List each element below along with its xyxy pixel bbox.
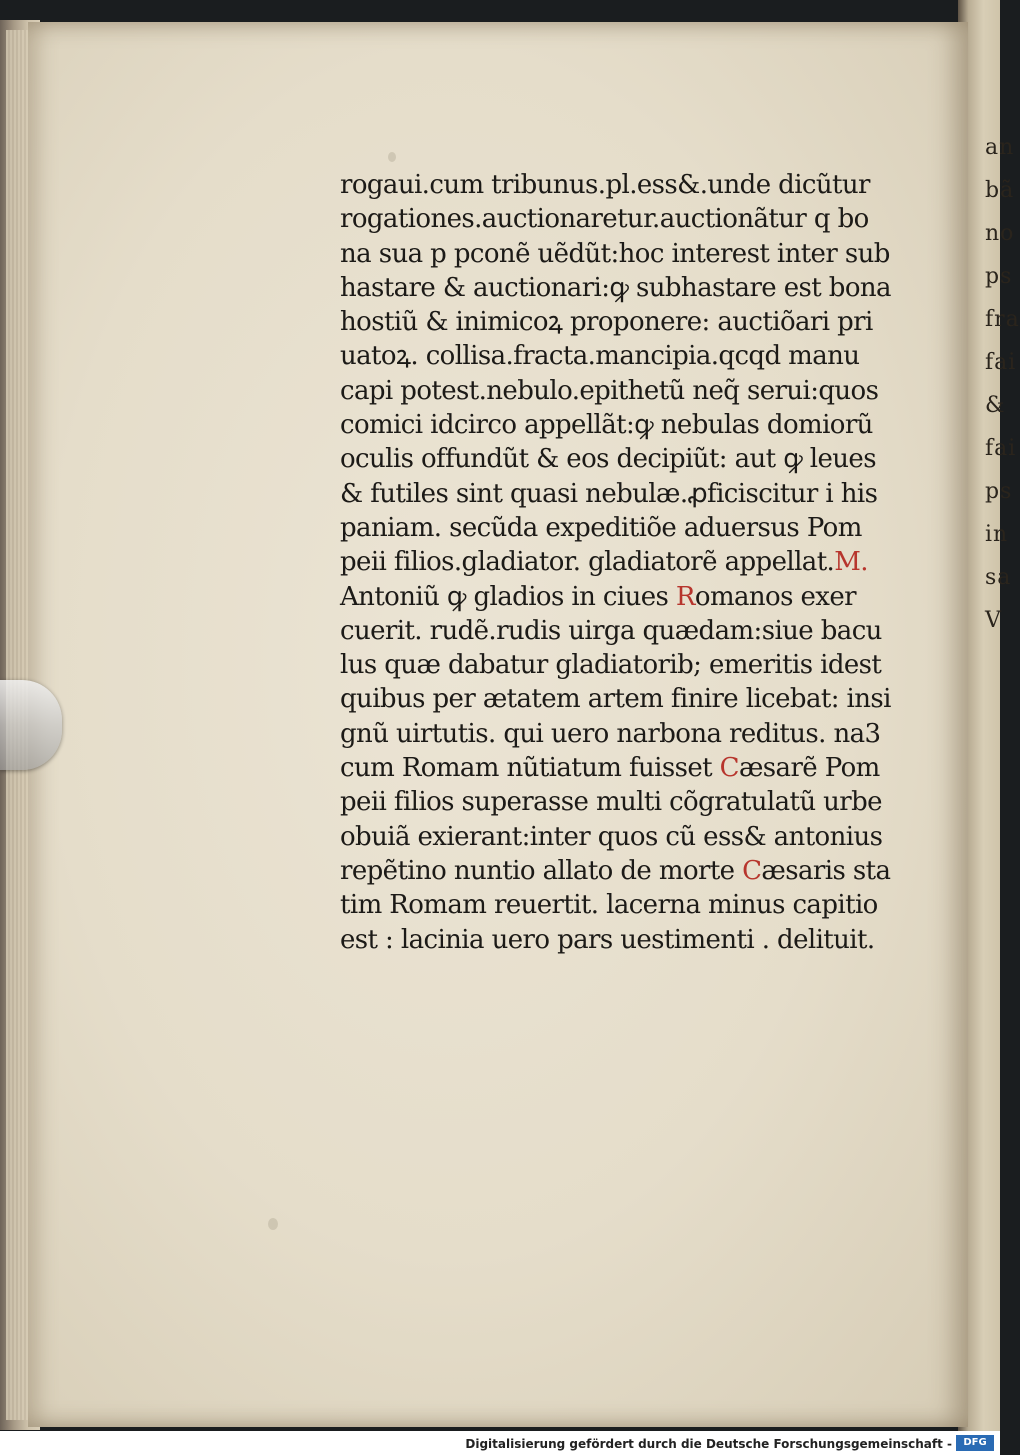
text-segment: hostiũ & inimicoꝝ proponere: auctiõari pri bbox=[340, 307, 873, 338]
text-line bbox=[340, 545, 900, 579]
text-line bbox=[340, 820, 900, 854]
right-page-fragment: fai bbox=[985, 350, 1017, 375]
text-segment: & futiles sint quasi nebulæ.ꝓficiscitur i his bbox=[340, 478, 878, 509]
dfg-logo-icon: DFG bbox=[956, 1435, 994, 1451]
text-segment: lus quæ dabatur gladiatorib; emeritis idest bbox=[340, 650, 882, 681]
right-page-fragment: ps bbox=[985, 264, 1013, 289]
text-segment: æsaris sta bbox=[761, 855, 891, 886]
text-line bbox=[340, 682, 900, 716]
text-line bbox=[340, 237, 900, 271]
text-line bbox=[340, 854, 900, 888]
text-segment: omanos exer bbox=[694, 581, 856, 612]
rubric-initial: C bbox=[742, 855, 762, 886]
footer-credit: Digitalisierung gefördert durch die Deutsche Forschungsgemeinschaft - bbox=[465, 1437, 952, 1451]
text-line bbox=[340, 717, 900, 751]
right-page-fragment: fai bbox=[985, 436, 1017, 461]
text-line bbox=[340, 511, 900, 545]
right-page-fragment: ps bbox=[985, 479, 1013, 504]
footer-strip bbox=[0, 1431, 1000, 1455]
text-segment: rogationes.auctionaretur.auctionãtur q bo bbox=[340, 204, 869, 235]
text-segment: hastare & auctionari:ꝙ subhastare est bona bbox=[340, 272, 891, 303]
right-page-fragment: sa bbox=[985, 565, 1012, 590]
right-page-fragment: no bbox=[985, 221, 1015, 246]
text-segment: tim Romam reuertit. lacerna minus capitio bbox=[340, 890, 878, 921]
text-line bbox=[340, 202, 900, 236]
right-page-fragment: an bbox=[985, 135, 1015, 160]
text-segment: obuiã exierant:inter quos cũ ess& antonius bbox=[340, 821, 883, 852]
text-segment: comici idcirco appellãt:ꝙ nebulas domiorũ bbox=[340, 410, 873, 441]
text-segment: oculis offundũt & eos decipiũt: aut ꝙ leues bbox=[340, 444, 876, 475]
text-segment: est : lacinia uero pars uestimenti . delituit. bbox=[340, 924, 875, 955]
rubric-initial: M. bbox=[834, 547, 868, 578]
text-line bbox=[340, 374, 900, 408]
text-segment: Antoniũ ꝙ gladios in ciues bbox=[340, 581, 676, 612]
text-line bbox=[340, 442, 900, 476]
text-segment: quibus per ætatem artem finire licebat: insi bbox=[340, 684, 891, 715]
text-line bbox=[340, 580, 900, 614]
text-line bbox=[340, 408, 900, 442]
right-page-fragment: in bbox=[985, 522, 1009, 547]
text-line bbox=[340, 271, 900, 305]
text-segment: uatoꝝ. collisa.fracta.mancipia.qcqd manu bbox=[340, 341, 860, 372]
right-page-fragment: fra bbox=[985, 307, 1020, 332]
right-page-fragment: bã bbox=[985, 178, 1015, 203]
text-segment: capi potest.nebulo.epithetũ neq̃ serui:quos bbox=[340, 375, 879, 406]
text-line bbox=[340, 751, 900, 785]
text-segment: gnũ uirtutis. qui uero narbona reditus. na3 bbox=[340, 718, 881, 749]
text-line bbox=[340, 923, 900, 957]
text-block bbox=[340, 168, 900, 957]
text-line bbox=[340, 305, 900, 339]
text-line bbox=[340, 648, 900, 682]
text-line bbox=[340, 477, 900, 511]
text-line bbox=[340, 785, 900, 819]
text-segment: peii filios.gladiator. gladiatorẽ appellat. bbox=[340, 547, 835, 578]
text-segment: na sua p pconẽ uẽdũt:hoc interest inter sub bbox=[340, 238, 890, 269]
text-segment: peii filios superasse multi cõgratulatũ urbe bbox=[340, 787, 882, 818]
text-segment: paniam. secũda expeditiõe aduersus Pom bbox=[340, 512, 862, 543]
text-segment: repẽtino nuntio allato de morte bbox=[340, 855, 743, 886]
text-segment: cuerit. rudẽ.rudis uirga quædam:siue bacu bbox=[340, 615, 882, 646]
text-segment: cum Romam nũtiatum fuisset bbox=[340, 753, 720, 784]
text-line bbox=[340, 614, 900, 648]
text-segment: æsarẽ Pom bbox=[738, 753, 880, 784]
paper-spot bbox=[268, 1218, 278, 1230]
text-line bbox=[340, 888, 900, 922]
text-line bbox=[340, 339, 900, 373]
text-line bbox=[340, 168, 900, 202]
right-page-fragment: & bbox=[985, 393, 1006, 418]
right-page-fragment: V bbox=[985, 608, 1002, 633]
text-segment: rogaui.cum tribunus.pl.ess&.unde dicũtur bbox=[340, 170, 870, 200]
paper-spot bbox=[388, 152, 396, 162]
rubric-initial: C bbox=[719, 753, 739, 784]
rubric-initial: R bbox=[675, 581, 695, 612]
